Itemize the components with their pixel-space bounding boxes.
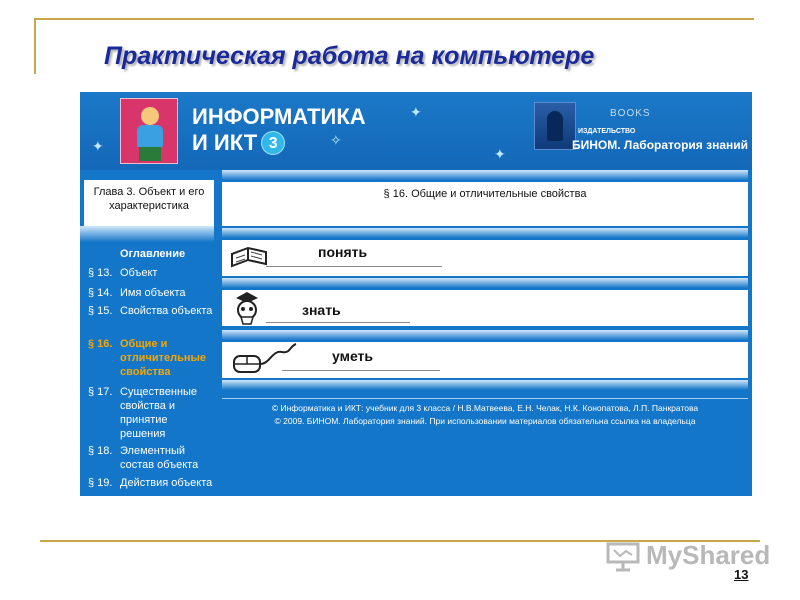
underline: [266, 322, 410, 323]
publisher-name: БИНОМ. Лаборатория знаний: [572, 138, 749, 152]
brand-line-1: ИНФОРМАТИКА: [192, 104, 366, 129]
footer-rule: [222, 398, 748, 399]
sparkle-icon: ✦: [92, 138, 104, 154]
row-know[interactable]: [222, 290, 748, 326]
slide-frame-left: [34, 18, 36, 74]
publisher-emblem: [534, 102, 576, 150]
content-divider: [222, 228, 748, 238]
row-label-can: уметь: [332, 348, 374, 364]
row-label-understand: понять: [318, 244, 368, 260]
grade-badge: 3: [261, 131, 285, 155]
brand-line-2: И ИКТ: [192, 130, 258, 155]
copyright-line-2: © 2009. БИНОМ. Лаборатория знаний. При использовании материалов обязательна ссылка на владельца: [274, 416, 696, 426]
content-divider: [222, 278, 748, 288]
row-label-know: знать: [302, 302, 341, 318]
app-screenshot: ИНФОРМАТИКА И ИКТ 3 ✦ ✦ ✧ ✦ BOOKS ИЗДАТЕЛЬСТВО БИНОМ. Лаборатория знаний Глава 3. Объект и его характеристика Оглавление § 13. Объект § 14. Имя объекта § 15. Свойства объекта § 16. Общие и отличительные свойства § 17. Существенные свойства и принятие решения § 18. Элементный состав объекта § 19. Действия объекта § 16. Общие и отличительные свойства понять знать уметь © Информатика и ИКТ: учебник для 3 класса / Н.В.Матвеева, Е.Н. Челак, Н.К. Конопатова, Л.П. Панкратова © 2009. БИНОМ. Лаборатория знаний. При использовании материалов обязательна ссылка на владельца: [80, 92, 752, 496]
presentation-board-icon: [604, 540, 642, 572]
content-divider: [222, 380, 748, 390]
main-content: [222, 170, 748, 496]
underline: [282, 370, 440, 371]
copyright-line-1: © Информатика и ИКТ: учебник для 3 класса / Н.В.Матвеева, Е.Н. Челак, Н.К. Конопатова, Л.П. Панкратова: [271, 403, 699, 413]
copyright-footer: [222, 402, 748, 428]
content-divider: [222, 330, 748, 340]
chapter-title: Глава 3. Объект и его характеристика: [84, 180, 214, 226]
sidebar-divider: [80, 226, 214, 242]
book-cover-image: [120, 98, 178, 164]
sparkle-icon: ✦: [494, 146, 506, 162]
logo-text: MyShared: [646, 540, 771, 570]
slide-frame-top: [34, 18, 754, 20]
section-title: § 16. Общие и отличительные свойства: [222, 182, 748, 226]
content-divider: [222, 170, 748, 180]
slide-title: Практическая работа на компьютере: [104, 42, 595, 70]
row-understand[interactable]: [222, 240, 748, 276]
app-header: [80, 92, 752, 170]
open-book-icon: [228, 242, 270, 274]
scholar-icon: [230, 290, 264, 326]
toc-heading: Оглавление: [120, 248, 186, 260]
publisher-label: ИЗДАТЕЛЬСТВО: [578, 128, 636, 135]
books-tag: BOOKS: [610, 108, 651, 119]
myshared-logo: [604, 540, 771, 570]
sparkle-icon: ✦: [410, 104, 422, 120]
row-can[interactable]: [222, 342, 748, 378]
underline: [266, 266, 442, 267]
page-number: 13: [734, 567, 749, 582]
sparkle-icon: ✧: [330, 132, 342, 148]
